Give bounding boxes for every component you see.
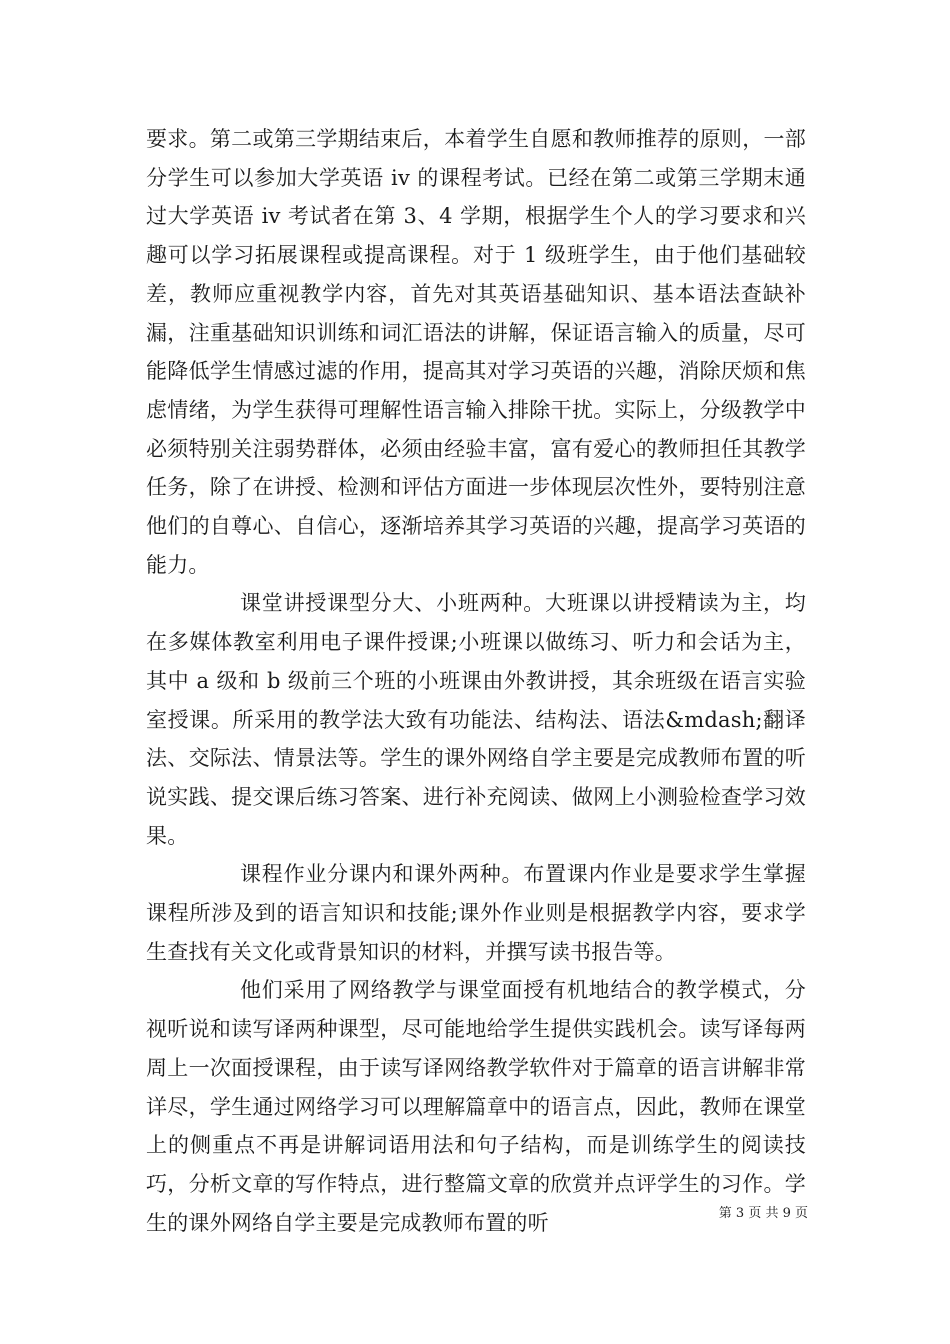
paragraph-2: 课堂讲授课型分大、小班两种。大班课以讲授精读为主，均在多媒体教室利用电子课件授课;小班课以做练习、听力和会话为主，其中 a 级和 b 级前三个班的小班课由外教讲授，其余班级在语言实验室授课。所采用的教学法大致有功能法、结构法、语法&mdash;翻译法、交际法、情景法等。学生的课外网络自学主要是完成教师布置的听说实践、提交课后练习答案、进行补充阅读、做网上小测验检查学习效果。 bbox=[146, 591, 806, 848]
page-number-footer: 第 3 页 共 9 页 bbox=[718, 1206, 808, 1221]
paragraph-3: 课程作业分课内和课外两种。布置课内作业是要求学生掌握课程所涉及到的语言知识和技能;课外作业则是根据教学内容，要求学生查找有关文化或背景知识的材料，并撰写读书报告等。 bbox=[146, 862, 806, 964]
paragraph-1: 要求。第二或第三学期结束后，本着学生自愿和教师推荐的原则，一部分学生可以参加大学英语 iv 的课程考试。已经在第二或第三学期末通过大学英语 iv 考试者在第 3、4 学期，根据学生个人的学习要求和兴趣可以学习拓展课程或提高课程。对于 1 级班学生，由于他们基础较差，教师应重视教学内容，首先对其英语基础知识、基本语法查缺补漏，注重基础知识训练和词汇语法的讲解，保证语言输入的质量，尽可能降低学生情感过滤的作用，提高其对学习英语的兴趣，消除厌烦和焦虑情绪，为学生获得可理解性语言输入排除干扰。实际上，分级教学中必须特别关注弱势群体，必须由经验丰富，富有爱心的教师担任其教学任务，除了在讲授、检测和评估方面进一步体现层次性外，要特别注意他们的自尊心、自信心，逐渐培养其学习英语的兴趣，提高学习英语的能力。 bbox=[146, 127, 806, 577]
paragraph-4: 他们采用了网络教学与课堂面授有机地结合的教学模式，分视听说和读写译两种课型，尽可能地给学生提供实践机会。读写译每两周上一次面授课程，由于读写译网络教学软件对于篇章的语言讲解非常详尽，学生通过网络学习可以理解篇章中的语言点，因此，教师在课堂上的侧重点不再是讲解词语用法和句子结构，而是训练学生的阅读技巧，分析文章的写作特点，进行整篇文章的欣赏并点评学生的习作。学生的课外网络自学主要是完成教师布置的听 bbox=[146, 978, 806, 1235]
body-text bbox=[146, 120, 806, 1242]
